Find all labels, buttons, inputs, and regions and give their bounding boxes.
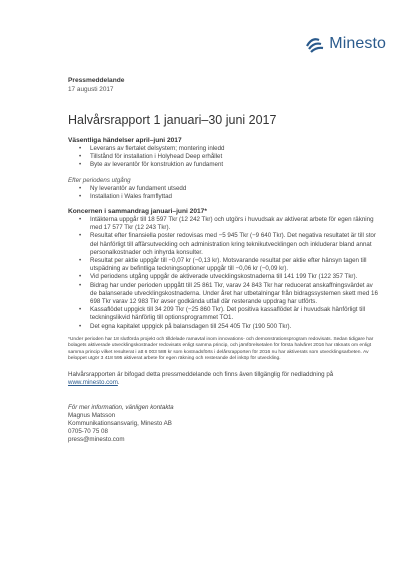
list-item: • Det egna kapitalet uppgick på balansdagen till 254 405 Tkr (190 500 Tkr). — [68, 323, 378, 331]
list-item: • Tillstånd för installation i Holyhead Deep erhållet — [68, 153, 378, 161]
footnote: *Under perioden har 18 slutförda projekt och tilldelade ramavtal inom innovations- och demonstrationsprogram redovisats. Sedan tidigare har bolagets aktiverade utvecklingskostnader redovisats enligt samma princip, och jämförelsetalen för första halvåret 2016 har räknats om enligt samma princip vilket resulterat i att 6 003 588 kr som kostnadsförts i delårsrapporten för 2016 nu har aktiverats som utvecklingsarbeten. Av beloppet utgör 3 418 595 aktiverat arbete för egen räkning och resterande del inköp för utveckling. — [68, 336, 374, 362]
list-item: • Byte av leverantör för konstruktion av fundament — [68, 161, 378, 169]
list-item: • Bidrag har under perioden uppgått till 25 861 Tkr, varav 24 843 Tkr har reducerat anskaffningsvärdet av de balanserade utvecklingskostnaderna. Under året har utbetalningar från bidragssystemen skett med 16 698 Tkr varav 12 983 Tkr avser godkända utfall där resterande uppdrag har utförts. — [68, 282, 378, 307]
list-item: • Kassaflödet uppgick till 34 209 Tkr (−25 860 Tkr). Det positiva kassaflödet är i huvudsak hänförligt till teckningslikvid hänförlig till optionsprogrammet TO1. — [68, 306, 378, 322]
contact-phone: 0705-70 75 08 — [68, 428, 108, 436]
attachment-text: Halvårsrapporten är bifogad detta pressmeddelande och finns även tillgänglig för nedladdning på — [68, 370, 334, 378]
contact-email: press@minesto.com — [68, 436, 125, 444]
list-item: • Resultat per aktie uppgår till −0,07 kr (−0,13 kr). Motsvarande resultat per aktie efter hänsyn tagen till utspädning av befintliga teckningsoptioner uppgår till −0,06 kr (−0,09 kr). — [68, 257, 378, 273]
list-item: • Ny leverantör av fundament utsedd — [68, 185, 378, 193]
list-item: • Vid periodens utgång uppgår de aktiverade utvecklingskostnaderna till 141 199 Tkr (122 357 Tkr). — [68, 273, 378, 281]
document-date: 17 augusti 2017 — [68, 86, 114, 93]
summary-list — [68, 216, 378, 331]
press-release — [68, 76, 378, 445]
document-title: Halvårsrapport 1 januari–30 juni 2017 — [68, 113, 277, 127]
website-link[interactable]: www.minesto.com — [68, 379, 118, 387]
after-period-list — [68, 185, 378, 201]
minesto-logo-icon — [305, 33, 327, 55]
attachment-paragraph — [68, 371, 378, 388]
minesto-logo — [305, 33, 386, 55]
logo-wordmark: Minesto — [329, 35, 386, 52]
list-item: • Installation i Wales framflyttad — [68, 193, 378, 201]
document-kicker: Pressmeddelande — [68, 77, 125, 84]
after-period-heading: Efter periodens utgång — [68, 176, 131, 184]
attachment-end: . — [117, 379, 120, 387]
events-heading: Väsentliga händelser april–juni 2017 — [68, 137, 182, 144]
events-list — [68, 145, 378, 170]
contact-role: Kommunikationsansvarig, Minesto AB — [68, 420, 172, 428]
list-item: • Resultat efter finansiella poster redovisas med −5 945 Tkr (−9 640 Tkr). Det negativa resultatet är till stor del hänförligt till affärsutveckling och administration kring teknikutvecklingen och inkluderar bland annat personalkostnader och inhyrda konsulter. — [68, 232, 378, 257]
summary-heading: Koncernen i sammandrag januari–juni 2017* — [68, 208, 207, 216]
list-item: • Leverans av flertalet delsystem; montering inledd — [68, 145, 378, 153]
contact-title: För mer information, vänligen kontakta — [68, 403, 174, 411]
list-item: • Intäkterna uppgår till 18 597 Tkr (12 242 Tkr) och utgörs i huvudsak av aktiverat arbete för egen räkning med 17 577 Tkr (12 243 Tkr). — [68, 216, 378, 232]
contact-block — [68, 404, 378, 445]
contact-name: Magnus Matsson — [68, 411, 116, 419]
